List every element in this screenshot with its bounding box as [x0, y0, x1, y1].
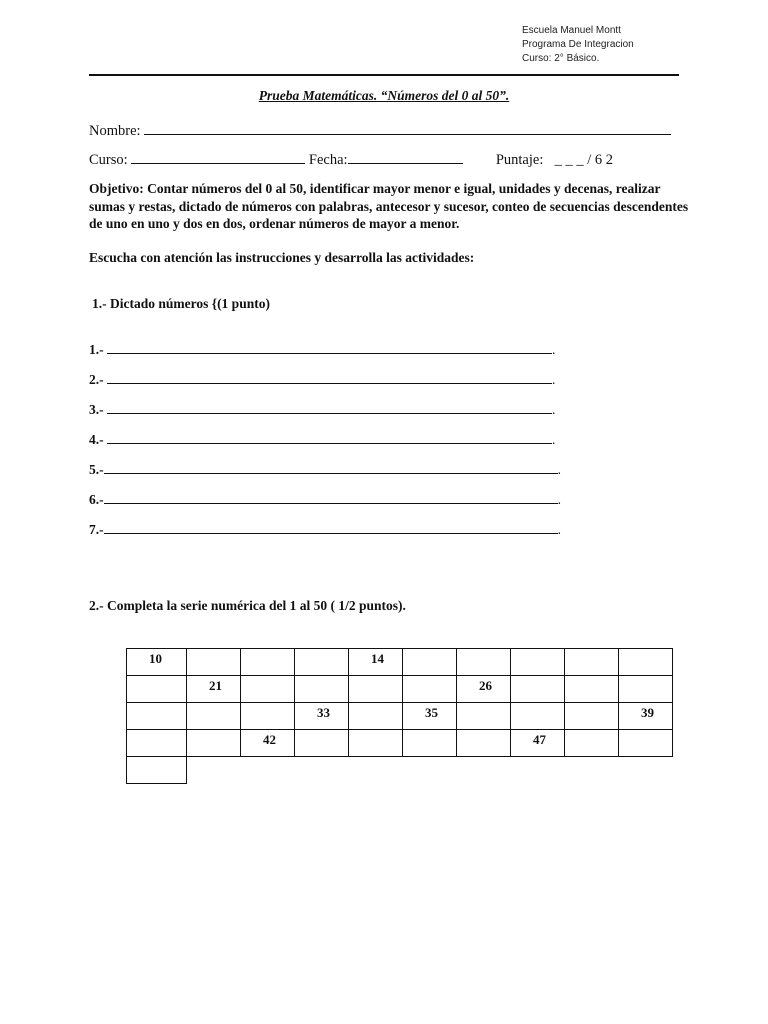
score-label: Puntaje: [495, 152, 544, 168]
dictation-line[interactable] [107, 371, 552, 384]
grid-row [127, 676, 673, 703]
name-field[interactable] [144, 122, 671, 135]
dictation-item [89, 461, 561, 478]
objective-text: Objetivo: Contar números del 0 al 50, identificar mayor menor e igual, unidades y decenas, realizar sumas y restas, dictado de números con palabras, antecesor y sucesor, conteo de secuencias descendentes de uno en uno y dos en dos, ordenar números de mayor a menor. [89, 181, 689, 231]
grid-row [127, 730, 673, 757]
grid-cell[interactable] [295, 730, 349, 757]
grid-cell[interactable] [241, 703, 295, 730]
dictation-line[interactable] [107, 431, 552, 444]
grid-cell[interactable] [241, 676, 295, 703]
number-series-grid [126, 648, 673, 784]
grid-cell[interactable]: 39 [619, 703, 673, 730]
course-label: Curso: [89, 152, 128, 168]
grid-cell[interactable] [565, 730, 619, 757]
section1-heading: 1.- Dictado números {(1 punto) [92, 296, 270, 311]
grid-cell[interactable] [127, 676, 187, 703]
grid-cell[interactable]: 26 [457, 676, 511, 703]
dictation-end: . [552, 342, 556, 357]
dictation-line[interactable] [107, 341, 552, 354]
dictation-item [89, 401, 555, 418]
grid-cell[interactable] [565, 649, 619, 676]
grid-cell[interactable] [241, 649, 295, 676]
grid-cell[interactable] [511, 649, 565, 676]
grid-cell[interactable] [619, 649, 673, 676]
course-date-row [89, 151, 613, 169]
grid-cell[interactable]: 42 [241, 730, 295, 757]
grid-cell[interactable] [457, 649, 511, 676]
page-title: Prueba Matemáticas. “Números del 0 al 50”. [258, 88, 510, 103]
grid-cell[interactable] [511, 676, 565, 703]
name-row [89, 122, 671, 140]
dictation-end: . [552, 372, 556, 387]
dictation-item [89, 431, 555, 448]
dictation-number: 7.- [89, 522, 104, 537]
dictation-item [89, 491, 561, 508]
grid-row [127, 703, 673, 730]
dictation-line[interactable] [104, 521, 558, 534]
course-field[interactable] [131, 151, 305, 164]
dictation-end: . [557, 522, 561, 537]
grid-cell[interactable]: 14 [349, 649, 403, 676]
grid-cell[interactable] [403, 676, 457, 703]
course-name: Curso: 2° Básico. [522, 53, 600, 64]
grid-cell[interactable] [457, 703, 511, 730]
dictation-end: . [557, 492, 561, 507]
grid-cell[interactable] [619, 676, 673, 703]
grid-cell[interactable] [403, 730, 457, 757]
dictation-end: . [552, 402, 556, 417]
instructions-text: Escucha con atención las instrucciones y desarrolla las actividades: [89, 250, 475, 265]
program-name: Programa De Integracion [522, 39, 634, 50]
grid-empty-space [187, 757, 673, 784]
school-name: Escuela Manuel Montt [522, 25, 621, 36]
grid-cell[interactable] [457, 730, 511, 757]
grid-cell[interactable] [295, 649, 349, 676]
grid-cell[interactable] [187, 703, 241, 730]
grid-cell[interactable]: 33 [295, 703, 349, 730]
dictation-number: 6.- [89, 492, 104, 507]
grid-cell[interactable] [349, 730, 403, 757]
grid-cell[interactable] [565, 676, 619, 703]
dictation-end: . [552, 432, 556, 447]
grid-cell[interactable] [349, 703, 403, 730]
grid-cell[interactable] [295, 676, 349, 703]
grid-cell[interactable]: 47 [511, 730, 565, 757]
date-label: Fecha: [308, 152, 348, 168]
grid-cell[interactable] [511, 703, 565, 730]
dictation-end: . [557, 462, 561, 477]
grid-row [127, 649, 673, 676]
dictation-item [89, 521, 561, 538]
dictation-line[interactable] [107, 401, 552, 414]
dictation-line[interactable] [104, 491, 558, 504]
dictation-line[interactable] [104, 461, 558, 474]
grid-cell[interactable] [403, 649, 457, 676]
date-field[interactable] [348, 151, 463, 164]
grid-cell[interactable] [187, 730, 241, 757]
grid-cell[interactable] [127, 703, 187, 730]
grid-cell[interactable] [187, 649, 241, 676]
grid-cell[interactable]: 10 [127, 649, 187, 676]
dictation-number: 2.- [89, 372, 104, 387]
dictation-number: 5.- [89, 462, 104, 477]
grid-cell[interactable] [349, 676, 403, 703]
dictation-item [89, 371, 555, 388]
score-value: _ _ _ / 6 2 [554, 152, 614, 168]
school-header [522, 24, 634, 66]
dictation-number: 1.- [89, 342, 104, 357]
grid-cell[interactable]: 21 [187, 676, 241, 703]
header-divider [89, 74, 679, 76]
grid-row [127, 757, 673, 784]
grid-cell[interactable] [127, 757, 187, 784]
grid-cell[interactable]: 35 [403, 703, 457, 730]
dictation-item [89, 341, 555, 358]
dictation-number: 4.- [89, 432, 104, 447]
dictation-number: 3.- [89, 402, 104, 417]
grid-cell[interactable] [127, 730, 187, 757]
section2-heading: 2.- Completa la serie numérica del 1 al 50 ( 1/2 puntos). [89, 598, 406, 613]
grid-cell[interactable] [565, 703, 619, 730]
grid-cell[interactable] [619, 730, 673, 757]
name-label: Nombre: [89, 123, 141, 139]
